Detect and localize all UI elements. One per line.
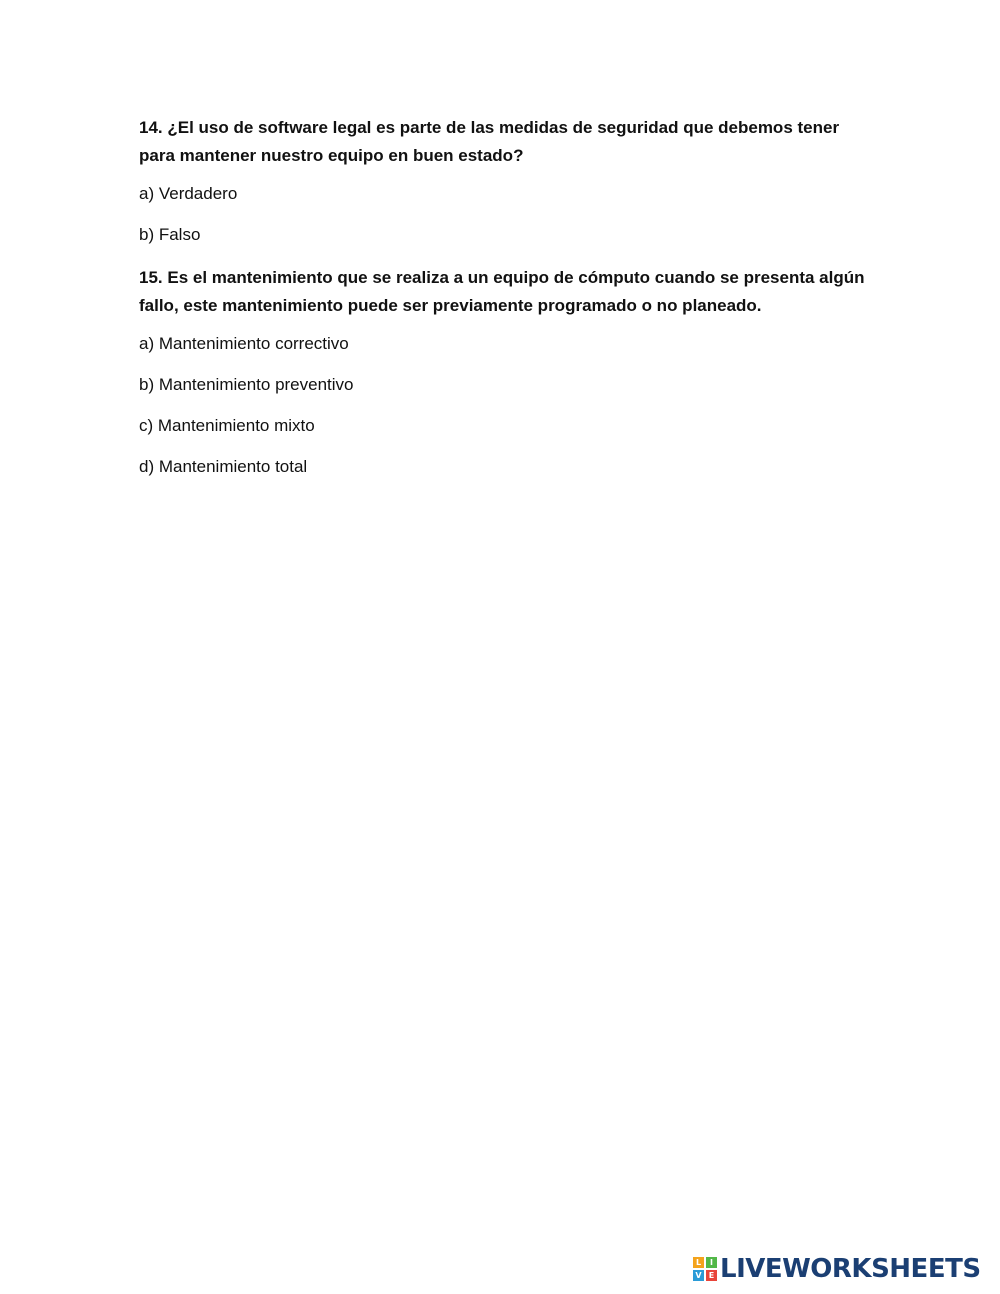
question-14 (139, 114, 869, 247)
logo-text: LIVEWORKSHEETS (720, 1254, 981, 1284)
worksheet-page (139, 114, 869, 496)
answer-option: d) Mantenimiento total (139, 457, 308, 476)
logo-mark-tile: E (706, 1270, 717, 1281)
liveworksheets-logo (693, 1254, 981, 1284)
question-text: 15. Es el mantenimiento que se realiza a un equipo de cómputo cuando se presenta algún fallo, este mantenimiento puede ser previamente programado o no planeado. (139, 268, 865, 315)
answer-option: b) Falso (139, 225, 201, 244)
answer-option: b) Mantenimiento preventivo (139, 375, 354, 394)
logo-mark-tile: V (693, 1270, 704, 1281)
logo-mark-tile: L (693, 1257, 704, 1268)
question-text: 14. ¿El uso de software legal es parte de las medidas de seguridad que debemos tener para mantener nuestro equipo en buen estado? (139, 118, 840, 165)
logo-mark-tile: I (706, 1257, 717, 1268)
question-15 (139, 264, 869, 479)
answer-option: c) Mantenimiento mixto (139, 416, 315, 435)
answer-option: a) Mantenimiento correctivo (139, 334, 349, 353)
logo-mark-icon (693, 1257, 717, 1281)
answer-option: a) Verdadero (139, 184, 238, 203)
